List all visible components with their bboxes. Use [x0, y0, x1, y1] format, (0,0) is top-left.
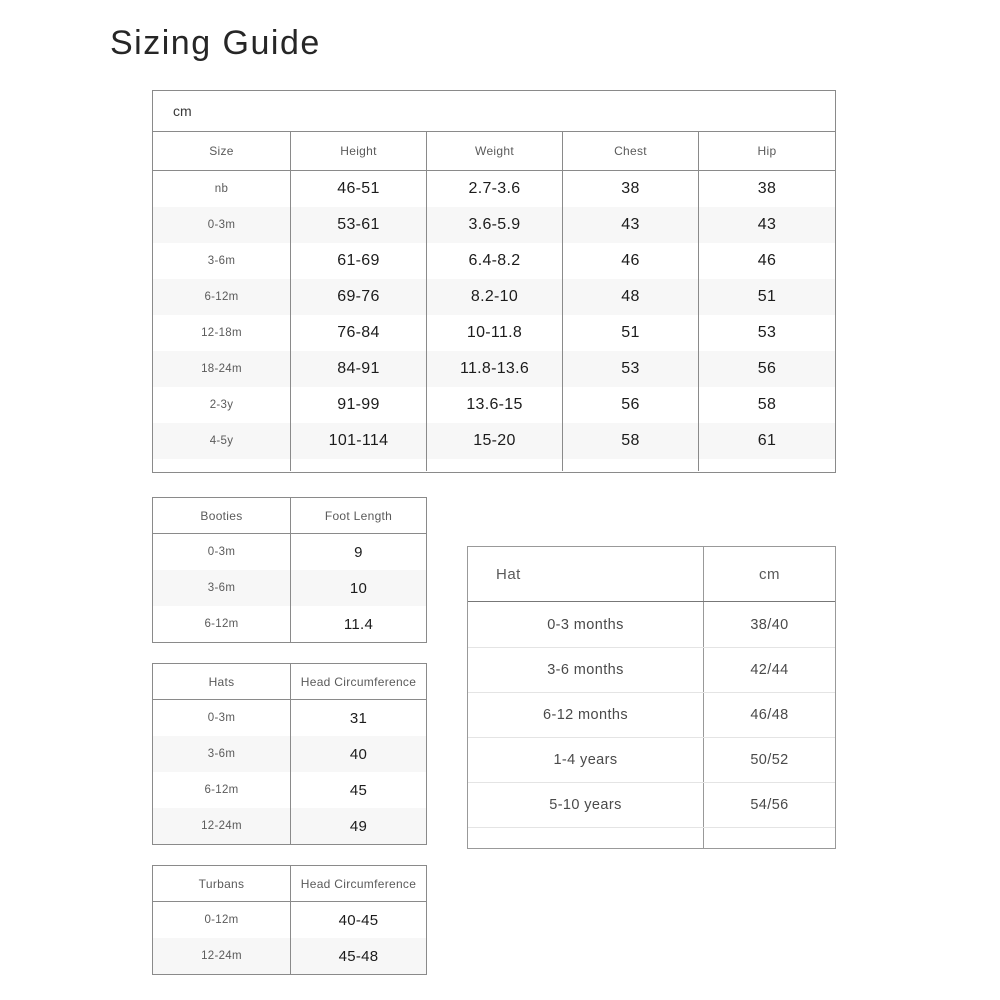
unit-header-row [153, 91, 835, 132]
hip-cell: 53 [698, 315, 835, 351]
unit-label: cm [173, 103, 192, 119]
chest-cell: 43 [562, 207, 698, 243]
table-row [153, 387, 835, 423]
chest-cell: 58 [562, 423, 698, 459]
weight-cell: 2.7-3.6 [426, 171, 562, 207]
age-cell: 5-10 years [549, 797, 622, 813]
hats-header-row [153, 664, 426, 700]
weight-cell: 3.6-5.9 [426, 207, 562, 243]
hip-cell: 46 [698, 243, 835, 279]
table-row [153, 700, 426, 736]
size-cell: 0-3m [207, 712, 236, 724]
size-cell: 4-5y [209, 435, 234, 447]
height-cell: 91-99 [290, 387, 426, 423]
turbans-header-row [153, 866, 426, 902]
size-cell: 12-24m [201, 820, 242, 832]
table-row [153, 570, 426, 606]
column-header-head-circumference: Head Circumference [290, 866, 426, 901]
chest-cell: 38 [562, 171, 698, 207]
column-header-height: Height [290, 132, 426, 170]
weight-cell: 13.6-15 [426, 387, 562, 423]
foot-length-cell: 9 [290, 534, 426, 570]
hat-table-header-row [468, 547, 835, 602]
main-table-header-row [153, 132, 835, 171]
table-row [153, 207, 835, 243]
height-cell: 61-69 [290, 243, 426, 279]
table-row [153, 243, 835, 279]
size-cell: 3-6m [207, 748, 236, 760]
table-row [468, 737, 835, 782]
column-header-foot-length: Foot Length [290, 498, 426, 533]
size-cell: 6-12m [204, 618, 239, 630]
column-header-hat: Hat [496, 565, 521, 583]
column-header-hip: Hip [698, 132, 835, 170]
column-header-turbans: Turbans [198, 876, 245, 891]
hat-cm-table [467, 546, 836, 849]
table-row [153, 534, 426, 570]
head-circumference-cell: 40-45 [290, 902, 426, 938]
table-row [153, 736, 426, 772]
hip-cell: 38 [698, 171, 835, 207]
booties-header-row [153, 498, 426, 534]
table-row [153, 351, 835, 387]
age-cell: 1-4 years [553, 752, 618, 768]
cm-cell: 38/40 [703, 602, 835, 647]
column-header-cm: cm [703, 547, 835, 601]
foot-length-cell: 11.4 [290, 606, 426, 642]
chest-cell: 56 [562, 387, 698, 423]
size-cell: 3-6m [207, 255, 236, 267]
weight-cell: 8.2-10 [426, 279, 562, 315]
table-row [468, 692, 835, 737]
size-cell: 12-18m [201, 327, 242, 339]
head-circumference-cell: 40 [290, 736, 426, 772]
hip-cell: 56 [698, 351, 835, 387]
table-row [153, 938, 426, 974]
cm-cell: 46/48 [703, 693, 835, 737]
column-header-chest: Chest [562, 132, 698, 170]
hip-cell: 43 [698, 207, 835, 243]
column-header-weight: Weight [426, 132, 562, 170]
head-circumference-cell: 31 [290, 700, 426, 736]
table-row [153, 279, 835, 315]
chest-cell: 53 [562, 351, 698, 387]
size-cell: 18-24m [201, 363, 242, 375]
size-cell: 6-12m [204, 291, 239, 303]
table-row [153, 423, 835, 459]
size-cell: 0-3m [207, 219, 236, 231]
age-cell: 0-3 months [547, 616, 624, 633]
column-header-head-circumference: Head Circumference [290, 664, 426, 699]
size-cell: 2-3y [209, 399, 234, 411]
table-row [153, 808, 426, 844]
hip-cell: 58 [698, 387, 835, 423]
table-row [153, 315, 835, 351]
cm-cell: 50/52 [703, 738, 835, 782]
chest-cell: 48 [562, 279, 698, 315]
height-cell: 53-61 [290, 207, 426, 243]
weight-cell: 6.4-8.2 [426, 243, 562, 279]
size-cell: 12-24m [201, 950, 242, 962]
weight-cell: 10-11.8 [426, 315, 562, 351]
table-row [153, 772, 426, 808]
column-header-booties: Booties [200, 508, 243, 523]
main-size-table [152, 90, 836, 473]
hats-table [152, 663, 427, 845]
foot-length-cell: 10 [290, 570, 426, 606]
chest-cell: 46 [562, 243, 698, 279]
page-title: Sizing Guide [110, 24, 321, 62]
height-cell: 84-91 [290, 351, 426, 387]
table-row [468, 602, 835, 647]
column-header-size: Size [209, 144, 234, 158]
height-cell: 69-76 [290, 279, 426, 315]
hip-cell: 51 [698, 279, 835, 315]
height-cell: 46-51 [290, 171, 426, 207]
table-bottom-spacer [468, 827, 835, 848]
table-row [153, 606, 426, 642]
size-cell: 3-6m [207, 582, 236, 594]
height-cell: 76-84 [290, 315, 426, 351]
height-cell: 101-114 [290, 423, 426, 459]
turbans-table [152, 865, 427, 975]
table-row [153, 171, 835, 207]
age-cell: 6-12 months [543, 707, 628, 723]
cm-cell: 54/56 [703, 783, 835, 827]
head-circumference-cell: 49 [290, 808, 426, 844]
table-row [468, 782, 835, 827]
table-row [468, 647, 835, 692]
table-row [153, 902, 426, 938]
age-cell: 3-6 months [547, 662, 624, 678]
column-header-hats: Hats [208, 674, 235, 689]
size-cell: nb [214, 183, 229, 195]
booties-table [152, 497, 427, 643]
weight-cell: 15-20 [426, 423, 562, 459]
chest-cell: 51 [562, 315, 698, 351]
table-bottom-spacer [153, 459, 835, 471]
weight-cell: 11.8-13.6 [426, 351, 562, 387]
head-circumference-cell: 45 [290, 772, 426, 808]
size-cell: 6-12m [204, 784, 239, 796]
head-circumference-cell: 45-48 [290, 938, 426, 974]
size-cell: 0-12m [204, 914, 239, 926]
hip-cell: 61 [698, 423, 835, 459]
cm-cell: 42/44 [703, 648, 835, 692]
size-cell: 0-3m [207, 546, 236, 558]
